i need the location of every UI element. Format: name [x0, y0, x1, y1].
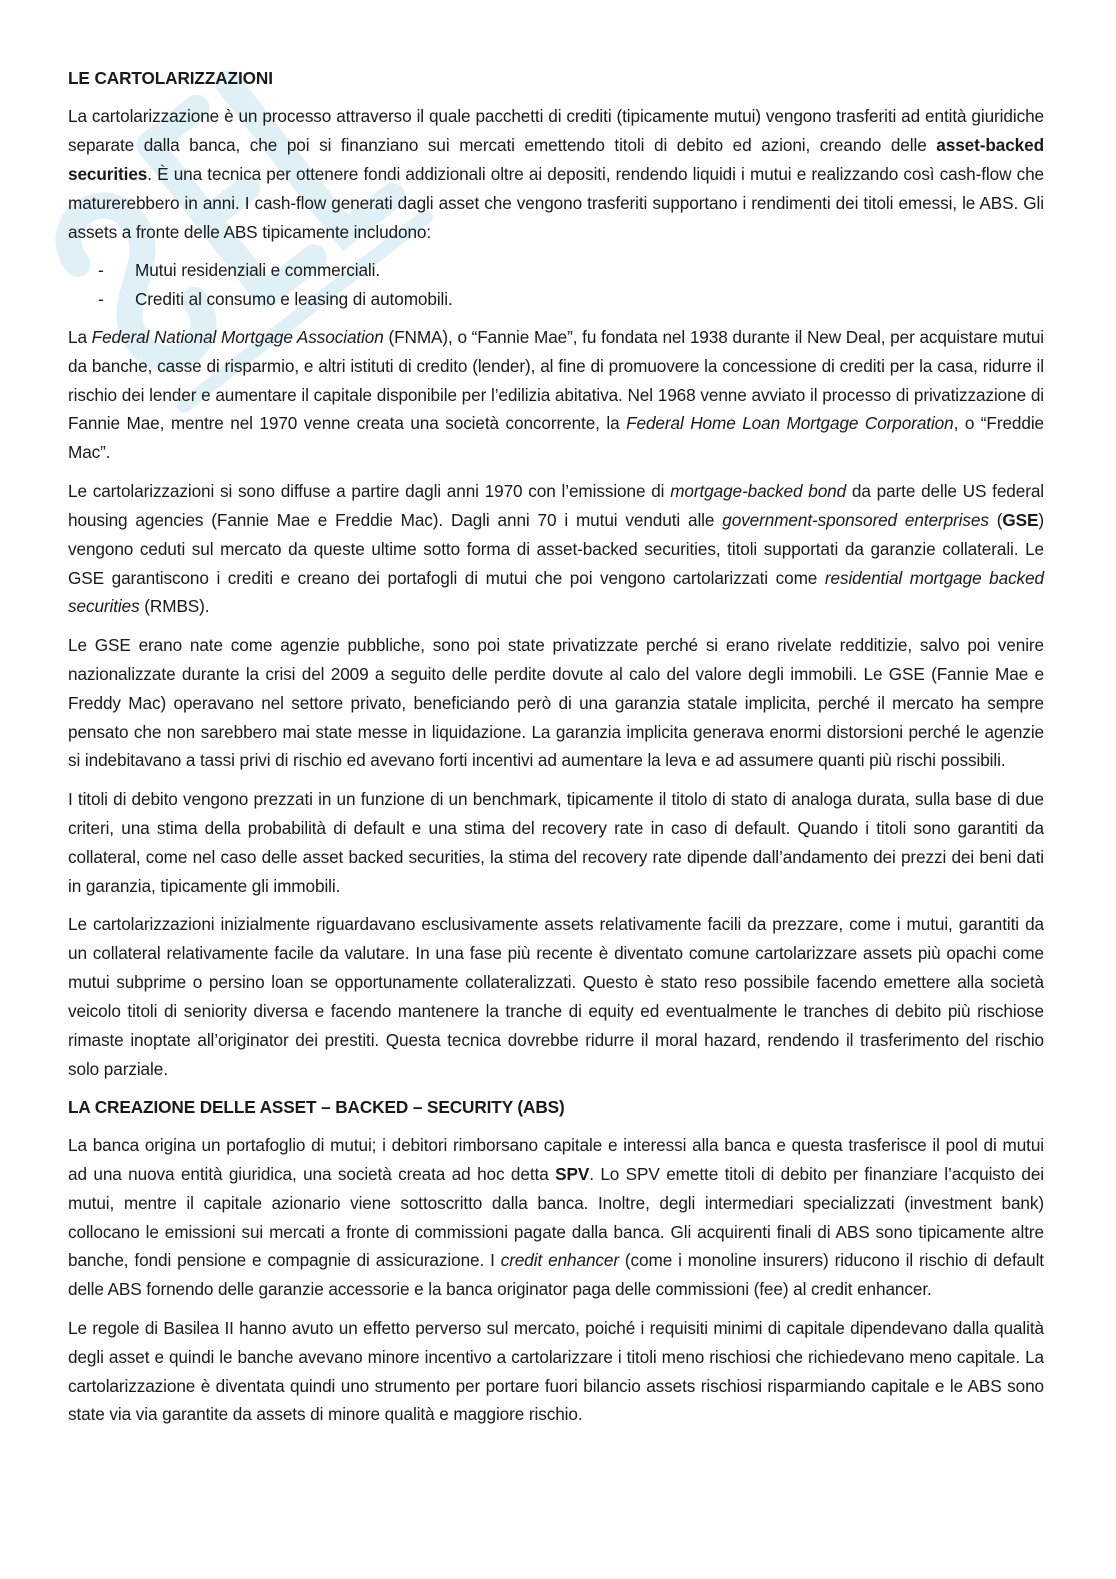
paragraph-spv: La banca origina un portafoglio di mutui; i debitori rimborsano capitale e interessi alla banca e questa trasferisce il pool di mutui ad una nuova entità giuridica, una società creata ad hoc detta SPV. Lo SPV emette titoli di debito per finanziare l’acquisto dei mutui, mentre il capitale azionario viene sottoscritto dalla banca. Inoltre, degli intermediari specializzati (investment bank) collocano le emissioni sui mercati a fronte di commissioni pagate dalla banca. Gli acquirenti finali di ABS sono tipicamente altre banche, fondi pensione e compagnie di assicurazione. I credit enhancer (come i monoline insurers) riducono il rischio di default delle ABS fornendo delle garanzie accessorie e la banca originator paga delle commissioni (fee) al credit enhancer. [68, 1134, 1044, 1300]
paragraph-gse: Le cartolarizzazioni si sono diffuse a partire dagli anni 1970 con l’emissione di mortgage-backed bond da parte delle US federal housing agencies (Fannie Mae e Freddie Mac). Dagli anni 70 i mutui venduti alle government-sponsored enterprises (GSE) vengono ceduti sul mercato da queste ultime sotto forma di asset-backed securities, titoli supportati da garanzie collaterali. Le GSE garantiscono i crediti e creano dei portafogli di mutui che poi vengono cartolarizzati come residential mortgage backed securities (RMBS). [68, 480, 1044, 617]
section-title-creazione-abs: LA CREAZIONE DELLE ASSET – BACKED – SECURITY (ABS) [68, 1096, 565, 1117]
paragraph-evolution: Le cartolarizzazioni inizialmente riguardavano esclusivamente assets relativamente facili da prezzare, come i mutui, garantiti da un collateral relativamente facile da valutare. In una fase più recente è diventato comune cartolarizzare assets più opachi come mutui subprime o persino loan se opportunamente collateralizzati. Questo è stato reso possibile facendo emettere alla società veicolo titoli di seniority diversa e facendo mantenere la tranche di equity ed eventualmente le tranches di debito più rischiose rimaste inoptate all’originator dei prestiti. Questa tecnica dovrebbe ridurre il moral hazard, rendendo il trasferimento del rischio solo parziale. [68, 913, 1044, 1079]
paragraph-gse-history: Le GSE erano nate come agenzie pubbliche, sono poi state privatizzate perché si erano rivelate redditizie, salvo poi venire nazionalizzate durante la crisi del 2009 a seguito delle perdite dovute al calo del valore degli immobili. Le GSE (Fannie Mae e Freddy Mac) operavano nel settore privato, beneficiando però di una garanzia statale implicita, perché il mercato ha sempre pensato che non sarebbero mai state messe in liquidazione. La garanzia implicita generava enormi distorsioni perché le agenzie si indebitavano a tassi privi di rischio ed avevano forti incentivi ad aumentare la leva e ad assumere quanti più rischi possibili. [68, 634, 1044, 771]
paragraph-pricing: I titoli di debito vengono prezzati in un funzione di un benchmark, tipicamente il titolo di stato di analoga durata, sulla base di due criteri, una stima della probabilità di default e una stima del recovery rate in caso di default. Quando i titoli sono garantiti da collateral, come nel caso delle asset backed securities, la stima del recovery rate dipende dall’andamento dei prezzi dei beni dati in garanzia, tipicamente gli immobili. [68, 788, 1044, 896]
list-item: - Crediti al consumo e leasing di automobili. [98, 288, 453, 309]
paragraph-fannie-mae: La Federal National Mortgage Association (FNMA), o “Fannie Mae”, fu fondata nel 1938 durante il New Deal, per acquistare mutui da banche, casse di risparmio, e altri istituti di credito (lender), al fine di promuovere la concessione di crediti per la casa, ridurre il rischio dei lender e aumentare il capitale disponibile per l’edilizia abitativa. Nel 1968 venne avviato il processo di privatizzazione di Fannie Mae, mentre nel 1970 venne creata una società concorrente, la Federal Home Loan Mortgage Corporation, o “Freddie Mac”. [68, 326, 1045, 463]
list-item: - Mutui residenziali e commerciali. [98, 259, 381, 280]
document-page [68, 64, 1044, 1439]
asset-list [68, 256, 1044, 314]
paragraph-basilea: Le regole di Basilea II hanno avuto un effetto perverso sul mercato, poiché i requisiti minimi di capitale dipendevano dalla qualità degli asset e quindi le banche avevano minore incentivo a cartolarizzare i titoli meno rischiosi che richiedevano meno capitale. La cartolarizzazione è diventata quindi uno strumento per portare fuori bilancio assets rischiosi risparmiando capitale e le ABS sono state via via garantite da assets di minore qualità e maggiore rischio. [68, 1317, 1044, 1425]
section-title-cartolarizzazioni: LE CARTOLARIZZAZIONI [68, 68, 273, 88]
paragraph-intro: La cartolarizzazione è un processo attraverso il quale pacchetti di crediti (tipicamente mutui) vengono trasferiti ad entità giuridiche separate dalla banca, che poi si finanziano sui mercati emettendo titoli di debito ed azioni, creando delle asset-backed securities. È una tecnica per ottenere fondi addizionali oltre ai depositi, rendendo liquidi i mutui e realizzando così cash-flow che maturerebbero in anni. I cash-flow generati dagli asset che vengono trasferiti supportano i rendimenti dei titoli emessi, le ABS. Gli assets a fronte delle ABS tipicamente includono: [68, 105, 1044, 242]
